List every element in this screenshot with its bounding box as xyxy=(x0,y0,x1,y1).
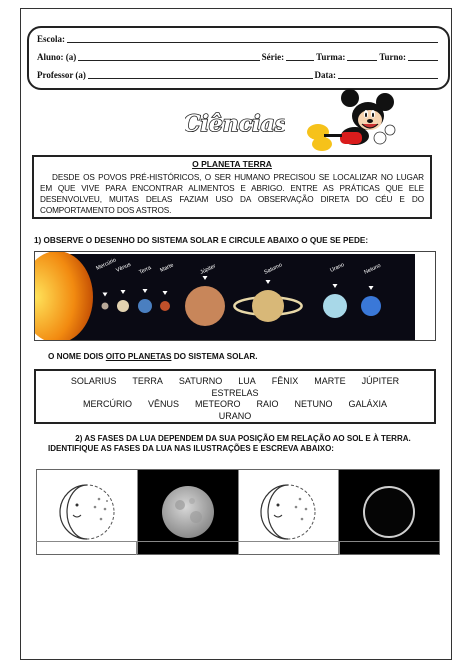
planet-3[interactable] xyxy=(160,301,170,311)
word-bank-word[interactable]: GALÁXIA xyxy=(348,399,388,409)
intro-text: DESDE OS POVOS PRÉ-HISTÓRICOS, O SER HUMANO PRECISOU SE LOCALIZAR NO LUGAR EM QUE VIVE PARA ENCONTRAR ALIMENTOS E ABRIGO. ENTRE AS PRÁTICAS QUE ELE DESENVOLVEU, MUITAS DELAS FAZIAM USO DA OBSERVAÇÃO DIRETA DO CÉU E DO COMPORTAMENTO DOS ASTROS. xyxy=(40,173,424,215)
class-field[interactable] xyxy=(347,53,377,61)
planet-6[interactable] xyxy=(323,294,347,318)
planet-label: Mercúrio xyxy=(95,257,118,272)
shift-label: Turno: xyxy=(379,52,406,62)
planet-label: Saturno xyxy=(263,262,284,276)
names-label-after: DO SISTEMA SOLAR. xyxy=(171,352,258,361)
new-moon-icon xyxy=(349,479,429,545)
intro-title: O PLANETA TERRA xyxy=(192,159,272,169)
word-bank-word[interactable]: RAIO xyxy=(256,399,279,409)
school-field[interactable] xyxy=(67,35,438,43)
grade-field[interactable] xyxy=(286,53,314,61)
moon-answer-row xyxy=(36,541,440,555)
solar-system-svg xyxy=(35,252,436,341)
word-bank-word[interactable]: NETUNO xyxy=(294,399,333,409)
planet-0[interactable] xyxy=(102,303,109,310)
planet-label: Terra xyxy=(138,265,153,276)
names-label-underlined: OITO PLANETAS xyxy=(105,352,172,361)
subject-title xyxy=(185,104,285,140)
word-bank-word[interactable]: METEORO xyxy=(194,399,241,409)
moon-answer-4[interactable] xyxy=(340,542,440,555)
planet-label: Netuno xyxy=(363,262,382,276)
question-2-line-1: 2) AS FASES DA LUA DEPENDEM DA SUA POSIÇÃO EM RELAÇÃO AO SOL E À TERRA. xyxy=(75,434,411,443)
moon-answer-2[interactable] xyxy=(137,542,238,555)
word-bank-word[interactable]: SOLARIUS xyxy=(70,376,117,386)
planet-7[interactable] xyxy=(361,296,381,316)
planet-label: Júpiter xyxy=(199,263,217,276)
question-1: 1) OBSERVE O DESENHO DO SISTEMA SOLAR E CIRCULE ABAIXO O QUE SE PEDE: xyxy=(34,236,369,245)
teacher-line xyxy=(37,70,440,80)
date-field[interactable] xyxy=(338,71,438,79)
planet-label: Vênus xyxy=(115,261,132,274)
word-bank-row-3 xyxy=(36,399,434,411)
school-label: Escola: xyxy=(37,34,65,44)
mickey-illustration xyxy=(300,88,400,154)
student-label: Aluno: (a) xyxy=(37,52,77,62)
crescent-moon-face-icon-2 xyxy=(248,479,328,545)
teacher-label: Professor (a) xyxy=(37,70,86,80)
word-bank-row-2 xyxy=(36,388,434,400)
moon-answer-3[interactable] xyxy=(239,542,340,555)
word-bank-word[interactable]: LUA xyxy=(238,376,256,386)
planet-2[interactable] xyxy=(138,299,152,313)
full-moon-icon xyxy=(148,479,228,545)
word-bank-row-4 xyxy=(36,411,434,423)
moon-answer-1[interactable] xyxy=(36,542,137,555)
teacher-field[interactable] xyxy=(88,71,313,79)
planet-5[interactable] xyxy=(252,290,284,322)
planet-label: Marte xyxy=(159,262,175,274)
student-field[interactable] xyxy=(78,53,259,61)
school-line xyxy=(37,34,440,44)
question-2 xyxy=(48,434,438,454)
intro-box xyxy=(32,155,432,219)
subject-title-text: Ciências xyxy=(185,111,285,137)
word-bank-word[interactable]: TERRA xyxy=(132,376,163,386)
word-bank-row-1 xyxy=(36,376,434,388)
planet-names-label xyxy=(48,352,258,361)
word-bank-word[interactable]: MARTE xyxy=(314,376,346,386)
word-bank-word[interactable]: URANO xyxy=(218,410,252,421)
student-info-box xyxy=(27,26,450,90)
word-bank-word[interactable]: MERCÚRIO xyxy=(82,399,132,409)
word-bank-word[interactable]: SATURNO xyxy=(178,376,223,386)
word-bank-word[interactable]: JÚPITER xyxy=(361,376,400,386)
crescent-moon-face-icon xyxy=(47,479,127,545)
word-bank-word[interactable]: VÊNUS xyxy=(147,399,179,409)
word-bank-word[interactable]: FÊNIX xyxy=(271,376,299,386)
planet-label: Urano xyxy=(329,262,346,274)
solar-system-image xyxy=(34,251,436,341)
word-bank xyxy=(34,369,436,424)
planet-1[interactable] xyxy=(117,300,129,312)
class-label: Turma: xyxy=(316,52,346,62)
student-line xyxy=(37,52,440,62)
planet-4[interactable] xyxy=(185,286,225,326)
grade-label: Série: xyxy=(261,52,285,62)
word-bank-word[interactable]: ESTRELAS xyxy=(211,387,259,398)
names-label-before: O NOME DOIS xyxy=(48,352,106,361)
shift-field[interactable] xyxy=(408,53,438,61)
date-label: Data: xyxy=(314,70,336,80)
question-2-line-2: IDENTIFIQUE AS FASES DA LUA NAS ILUSTRAÇÕES E ESCREVA ABAIXO: xyxy=(48,444,334,453)
